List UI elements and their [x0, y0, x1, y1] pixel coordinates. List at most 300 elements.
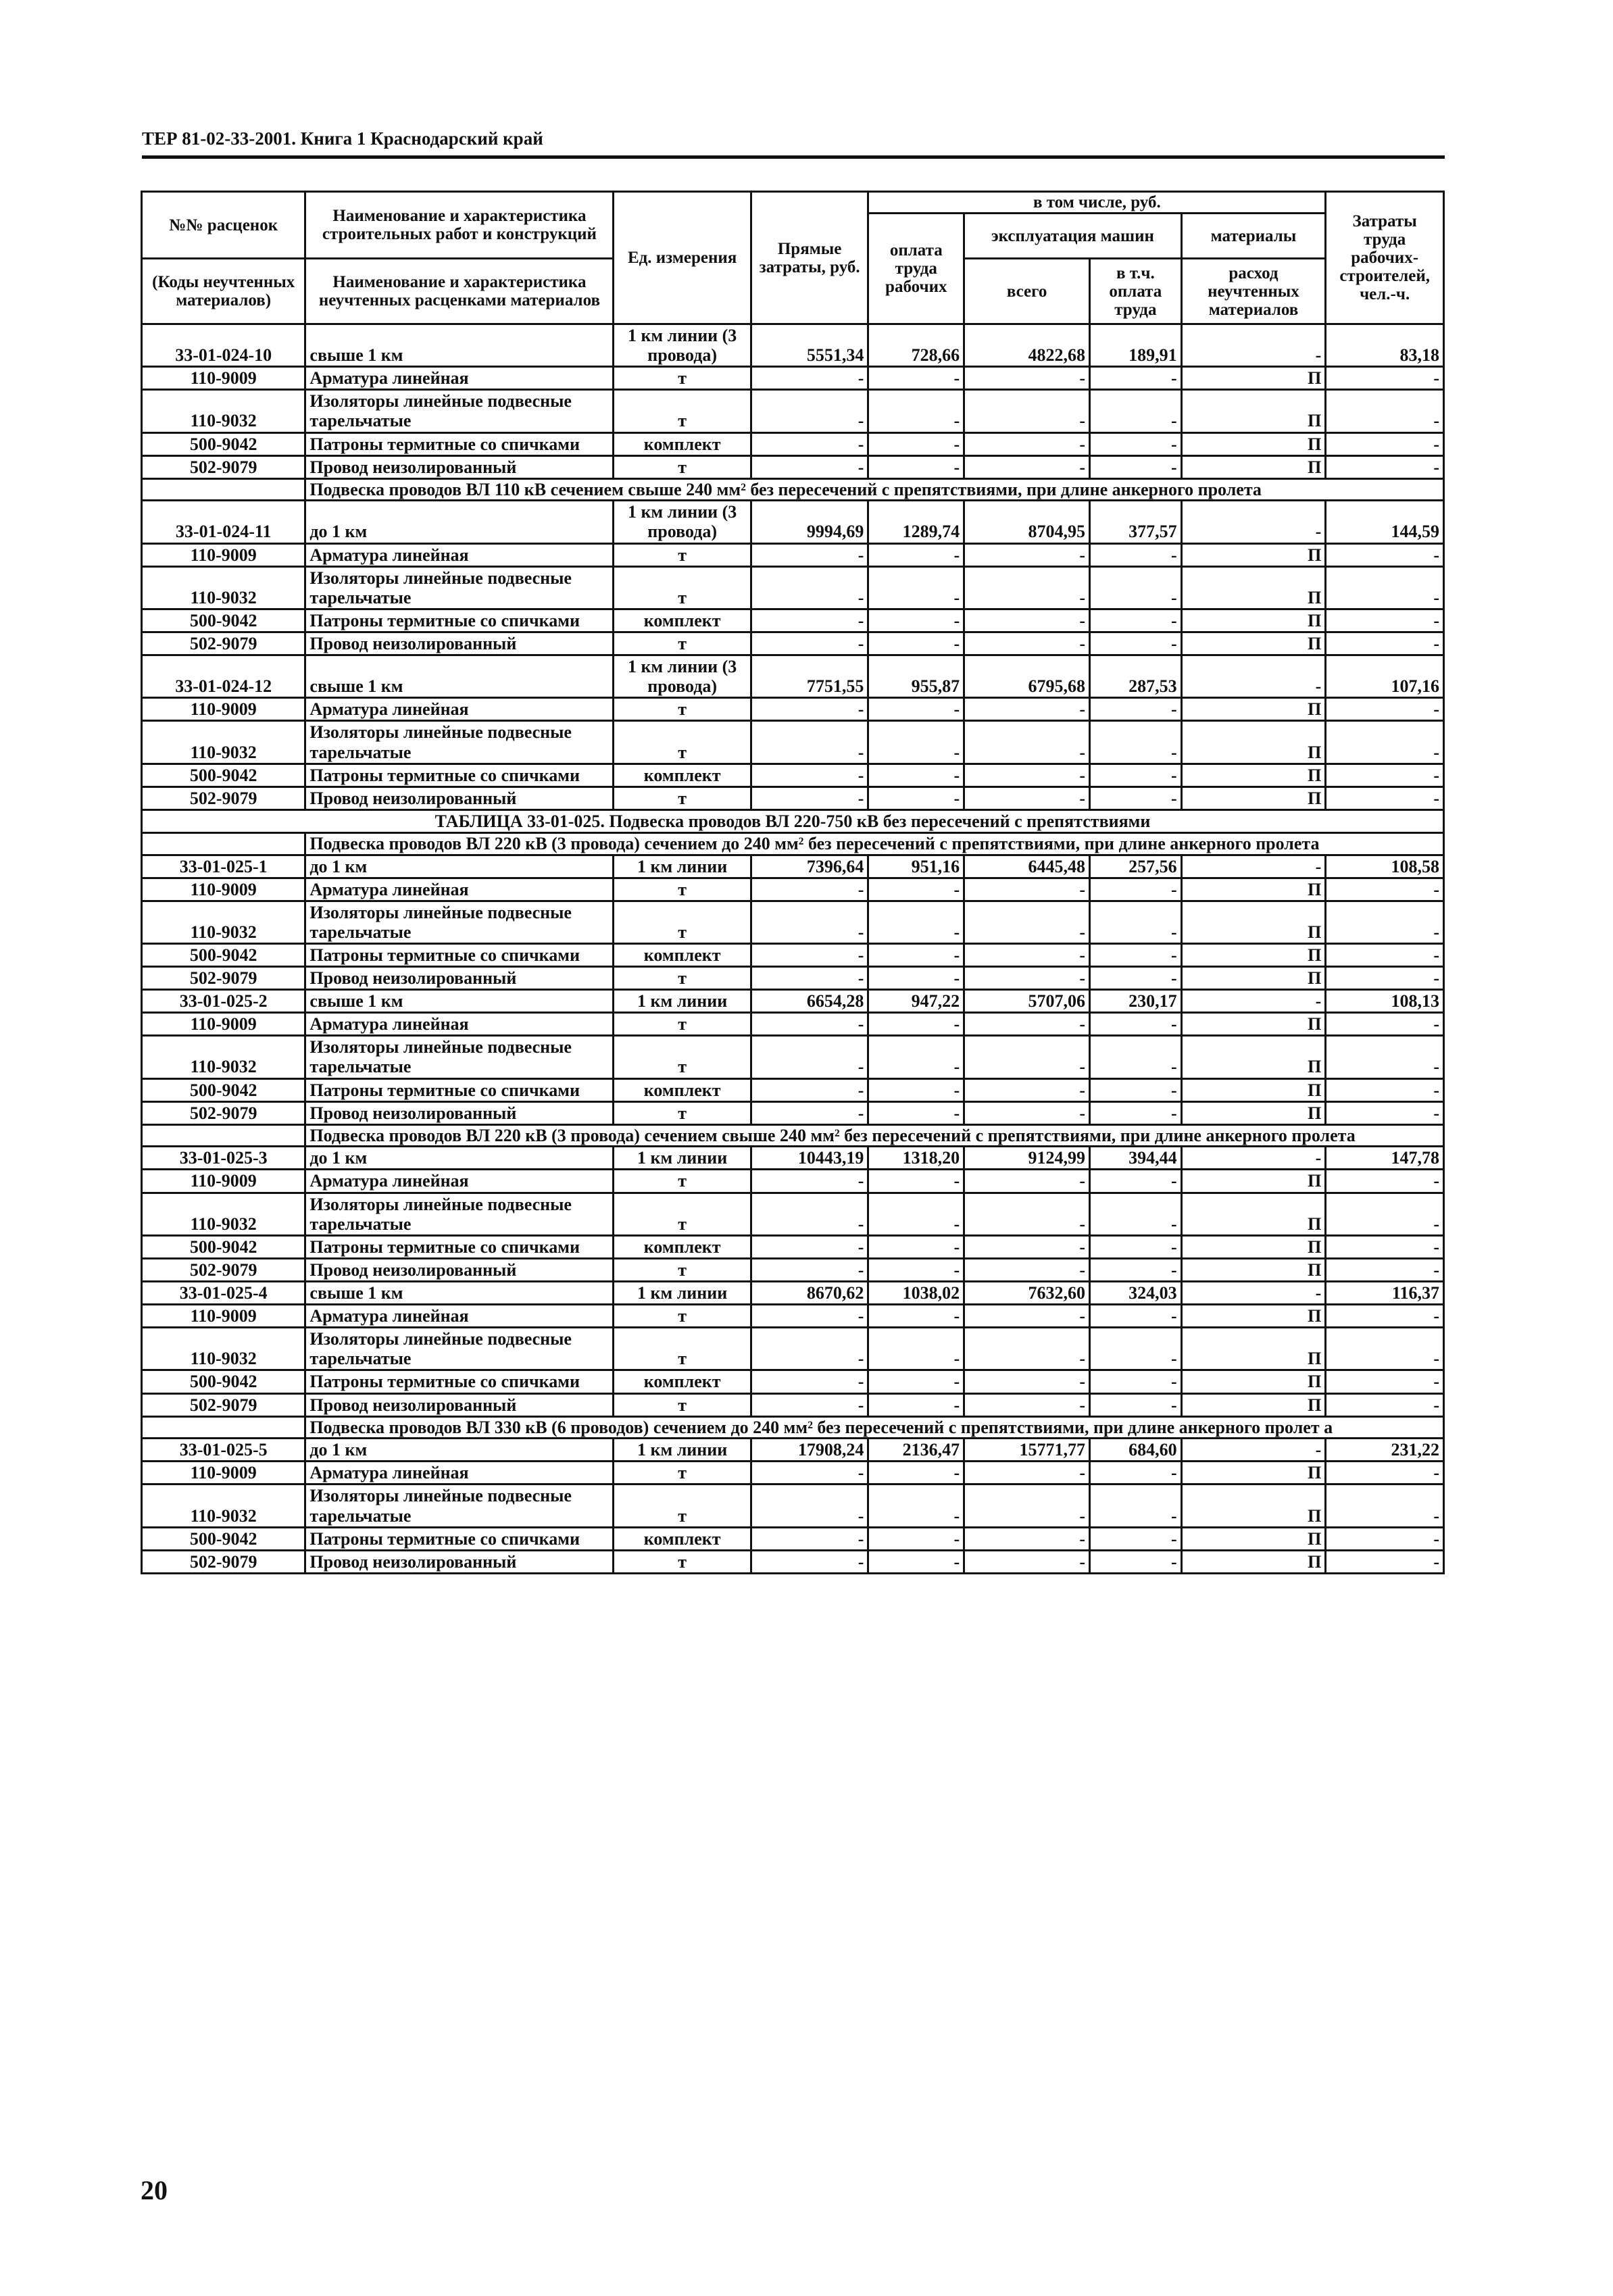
header-labor-cost: Затраты труда рабочих-строителей, чел.-ч. [1326, 192, 1444, 324]
rate-row [142, 1147, 1444, 1170]
material-machine-labor: - [1090, 1370, 1182, 1393]
material-unit: т [614, 1484, 751, 1527]
material-labor-pay: - [868, 1370, 964, 1393]
page-header-title: ТЕР 81-02-33-2001. Книга 1 Краснодарский край [142, 128, 543, 149]
material-direct-costs: - [751, 455, 868, 478]
rate-materials: - [1181, 1439, 1326, 1462]
material-direct-costs: - [751, 1527, 868, 1550]
material-machine-total: - [964, 1078, 1090, 1101]
material-labor-cost: - [1326, 1305, 1444, 1328]
material-direct-costs: - [751, 367, 868, 390]
material-direct-costs: - [751, 698, 868, 721]
rate-materials: - [1181, 324, 1326, 367]
material-code: 502-9079 [142, 632, 305, 655]
material-machine-labor: - [1090, 901, 1182, 943]
rate-labor-cost: 108,58 [1326, 855, 1444, 878]
material-machine-total: - [964, 878, 1090, 901]
material-direct-costs: - [751, 1550, 868, 1573]
material-consumption: П [1181, 1328, 1326, 1370]
material-unit: т [614, 566, 751, 609]
material-name: Провод неизолированный [305, 1550, 614, 1573]
material-labor-cost: - [1326, 543, 1444, 566]
material-consumption: П [1181, 1170, 1326, 1193]
material-machine-total: - [964, 1370, 1090, 1393]
material-direct-costs: - [751, 1036, 868, 1078]
material-unit: т [614, 967, 751, 990]
material-machine-total: - [964, 1527, 1090, 1550]
material-name: Изоляторы линейные подвесные тарельчатые [305, 721, 614, 764]
rate-machine-labor: 189,91 [1090, 324, 1182, 367]
material-code: 500-9042 [142, 1527, 305, 1550]
material-direct-costs: - [751, 1328, 868, 1370]
rate-materials: - [1181, 655, 1326, 698]
material-labor-cost: - [1326, 698, 1444, 721]
rate-row [142, 324, 1444, 367]
rate-direct-costs: 17908,24 [751, 1439, 868, 1462]
material-unit: т [614, 543, 751, 566]
rate-labor-cost: 108,13 [1326, 990, 1444, 1013]
material-labor-cost: - [1326, 609, 1444, 632]
material-machine-labor: - [1090, 609, 1182, 632]
material-machine-total: - [964, 1305, 1090, 1328]
rate-code: 33-01-025-4 [142, 1282, 305, 1305]
material-machine-total: - [964, 390, 1090, 432]
material-machine-total: - [964, 1193, 1090, 1235]
material-labor-cost: - [1326, 1036, 1444, 1078]
material-row [142, 543, 1444, 566]
material-code: 502-9079 [142, 1550, 305, 1573]
material-consumption: П [1181, 1258, 1326, 1281]
material-code: 110-9032 [142, 901, 305, 943]
rate-name: до 1 км [305, 855, 614, 878]
material-machine-labor: - [1090, 1013, 1182, 1036]
material-machine-labor: - [1090, 967, 1182, 990]
rate-labor-pay: 1289,74 [868, 501, 964, 543]
material-consumption: П [1181, 1305, 1326, 1328]
material-labor-cost: - [1326, 1013, 1444, 1036]
material-labor-cost: - [1326, 455, 1444, 478]
table-title: ТАБЛИЦА 33-01-025. Подвеска проводов ВЛ 220-750 кВ без пересечений с препятствиями [142, 809, 1444, 832]
material-machine-labor: - [1090, 566, 1182, 609]
material-labor-cost: - [1326, 1193, 1444, 1235]
table-body [142, 324, 1444, 1574]
material-code: 500-9042 [142, 764, 305, 787]
material-labor-cost: - [1326, 1393, 1444, 1416]
material-name: Изоляторы линейные подвесные тарельчатые [305, 390, 614, 432]
rate-code: 33-01-024-12 [142, 655, 305, 698]
material-machine-labor: - [1090, 432, 1182, 455]
material-row [142, 566, 1444, 609]
rate-machine-total: 5707,06 [964, 990, 1090, 1013]
material-unit: т [614, 1550, 751, 1573]
material-code: 110-9032 [142, 721, 305, 764]
material-row [142, 1258, 1444, 1281]
material-labor-pay: - [868, 1101, 964, 1124]
material-machine-total: - [964, 432, 1090, 455]
rate-code: 33-01-025-3 [142, 1147, 305, 1170]
material-labor-cost: - [1326, 1078, 1444, 1101]
section-empty-cell [142, 1124, 305, 1147]
material-unit: комплект [614, 1370, 751, 1393]
material-machine-total: - [964, 967, 1090, 990]
material-unit: т [614, 1170, 751, 1193]
material-unit: т [614, 390, 751, 432]
material-name: Изоляторы линейные подвесные тарельчатые [305, 1193, 614, 1235]
rate-labor-cost: 107,16 [1326, 655, 1444, 698]
rate-code: 33-01-025-5 [142, 1439, 305, 1462]
material-row [142, 1036, 1444, 1078]
rate-row [142, 501, 1444, 543]
material-machine-labor: - [1090, 390, 1182, 432]
material-labor-cost: - [1326, 1527, 1444, 1550]
material-labor-pay: - [868, 543, 964, 566]
header-unit: Ед. измерения [614, 192, 751, 324]
material-machine-total: - [964, 1484, 1090, 1527]
section-row [142, 1124, 1444, 1147]
rate-materials: - [1181, 855, 1326, 878]
material-labor-cost: - [1326, 878, 1444, 901]
material-unit: т [614, 1328, 751, 1370]
material-direct-costs: - [751, 1393, 868, 1416]
rate-labor-pay: 728,66 [868, 324, 964, 367]
material-machine-labor: - [1090, 1235, 1182, 1258]
rate-labor-pay: 951,16 [868, 855, 964, 878]
material-direct-costs: - [751, 721, 868, 764]
material-direct-costs: - [751, 1193, 868, 1235]
rate-unit: 1 км линии [614, 990, 751, 1013]
material-unit: комплект [614, 1078, 751, 1101]
section-empty-cell [142, 478, 305, 501]
material-machine-total: - [964, 1235, 1090, 1258]
material-machine-labor: - [1090, 1484, 1182, 1527]
rate-row [142, 855, 1444, 878]
material-labor-pay: - [868, 943, 964, 966]
material-labor-pay: - [868, 1170, 964, 1193]
material-row [142, 698, 1444, 721]
rate-machine-labor: 287,53 [1090, 655, 1182, 698]
material-machine-total: - [964, 764, 1090, 787]
material-direct-costs: - [751, 609, 868, 632]
material-consumption: П [1181, 432, 1326, 455]
material-unit: т [614, 1258, 751, 1281]
material-unit: т [614, 1462, 751, 1484]
material-unit: комплект [614, 764, 751, 787]
rate-unit: 1 км линии (3 провода) [614, 655, 751, 698]
material-labor-pay: - [868, 390, 964, 432]
material-direct-costs: - [751, 878, 868, 901]
material-labor-cost: - [1326, 967, 1444, 990]
material-code: 500-9042 [142, 432, 305, 455]
material-machine-total: - [964, 455, 1090, 478]
material-machine-total: - [964, 1393, 1090, 1416]
header-name-bottom: Наименование и характеристика неучтенных расценками материалов [305, 259, 614, 324]
rate-labor-pay: 1038,02 [868, 1282, 964, 1305]
material-consumption: П [1181, 943, 1326, 966]
material-row [142, 1305, 1444, 1328]
material-name: Провод неизолированный [305, 967, 614, 990]
material-labor-cost: - [1326, 566, 1444, 609]
material-unit: т [614, 721, 751, 764]
rate-machine-total: 7632,60 [964, 1282, 1090, 1305]
section-title: Подвеска проводов ВЛ 220 кВ (3 провода) сечением свыше 240 мм² без пересечений с препятствиями, при длине анкерного пролета [305, 1124, 1444, 1147]
material-consumption: П [1181, 1193, 1326, 1235]
rate-name: свыше 1 км [305, 655, 614, 698]
material-direct-costs: - [751, 1101, 868, 1124]
material-name: Изоляторы линейные подвесные тарельчатые [305, 1328, 614, 1370]
header-materials: материалы [1181, 214, 1326, 259]
section-title: Подвеска проводов ВЛ 110 кВ сечением свыше 240 мм² без пересечений с препятствиями, при длине анкерного пролета [305, 478, 1444, 501]
section-title: Подвеска проводов ВЛ 330 кВ (6 проводов) сечением до 240 мм² без пересечений с препятствиями, при длине анкерного пролет а [305, 1416, 1444, 1439]
rate-materials: - [1181, 990, 1326, 1013]
material-labor-cost: - [1326, 1170, 1444, 1193]
rates-table-container [141, 191, 1445, 1574]
rate-labor-cost: 116,37 [1326, 1282, 1444, 1305]
material-code: 110-9009 [142, 367, 305, 390]
header-code-bottom: (Коды неучтенных материалов) [142, 259, 305, 324]
material-machine-total: - [964, 901, 1090, 943]
material-consumption: П [1181, 566, 1326, 609]
material-unit: комплект [614, 1235, 751, 1258]
material-labor-cost: - [1326, 901, 1444, 943]
material-labor-pay: - [868, 1013, 964, 1036]
material-row [142, 1328, 1444, 1370]
rate-unit: 1 км линии [614, 1282, 751, 1305]
material-machine-labor: - [1090, 1550, 1182, 1573]
material-unit: комплект [614, 943, 751, 966]
material-consumption: П [1181, 1013, 1326, 1036]
material-labor-cost: - [1326, 390, 1444, 432]
material-direct-costs: - [751, 943, 868, 966]
header-machine-labor: в т.ч. оплата труда [1090, 259, 1182, 324]
header-name-top: Наименование и характеристика строительных работ и конструкций [305, 192, 614, 259]
header-materials-sub: расход неучтенных материалов [1181, 259, 1326, 324]
rate-direct-costs: 9994,69 [751, 501, 868, 543]
material-unit: комплект [614, 432, 751, 455]
rate-row [142, 655, 1444, 698]
material-unit: т [614, 1013, 751, 1036]
rate-machine-total: 8704,95 [964, 501, 1090, 543]
material-name: Патроны термитные со спичками [305, 432, 614, 455]
rate-unit: 1 км линии [614, 1439, 751, 1462]
rates-table [141, 191, 1445, 1574]
material-consumption: П [1181, 1370, 1326, 1393]
material-code: 110-9009 [142, 1305, 305, 1328]
rate-machine-total: 6795,68 [964, 655, 1090, 698]
material-row [142, 943, 1444, 966]
material-row [142, 721, 1444, 764]
material-machine-labor: - [1090, 878, 1182, 901]
material-name: Изоляторы линейные подвесные тарельчатые [305, 566, 614, 609]
rate-row [142, 1439, 1444, 1462]
material-code: 500-9042 [142, 1078, 305, 1101]
material-name: Арматура линейная [305, 1305, 614, 1328]
material-unit: комплект [614, 1527, 751, 1550]
material-machine-labor: - [1090, 1328, 1182, 1370]
material-consumption: П [1181, 1462, 1326, 1484]
material-unit: т [614, 632, 751, 655]
material-machine-labor: - [1090, 1527, 1182, 1550]
material-name: Патроны термитные со спичками [305, 1235, 614, 1258]
material-unit: т [614, 698, 751, 721]
page-number: 20 [141, 2175, 168, 2205]
material-machine-total: - [964, 1170, 1090, 1193]
material-direct-costs: - [751, 1370, 868, 1393]
material-code: 502-9079 [142, 1258, 305, 1281]
material-machine-total: - [964, 1550, 1090, 1573]
material-unit: т [614, 1193, 751, 1235]
rate-name: до 1 км [305, 501, 614, 543]
rate-labor-cost: 144,59 [1326, 501, 1444, 543]
material-name: Патроны термитные со спичками [305, 764, 614, 787]
material-code: 110-9032 [142, 390, 305, 432]
material-machine-labor: - [1090, 943, 1182, 966]
material-machine-total: - [964, 609, 1090, 632]
material-machine-total: - [964, 787, 1090, 809]
material-code: 110-9009 [142, 1170, 305, 1193]
rate-machine-total: 15771,77 [964, 1439, 1090, 1462]
material-labor-pay: - [868, 1393, 964, 1416]
material-machine-labor: - [1090, 1170, 1182, 1193]
material-name: Провод неизолированный [305, 632, 614, 655]
material-row [142, 1462, 1444, 1484]
material-labor-pay: - [868, 698, 964, 721]
material-code: 502-9079 [142, 787, 305, 809]
table-head [142, 192, 1444, 324]
material-code: 110-9032 [142, 1193, 305, 1235]
material-labor-cost: - [1326, 943, 1444, 966]
material-machine-labor: - [1090, 1305, 1182, 1328]
rate-labor-pay: 955,87 [868, 655, 964, 698]
rate-name: свыше 1 км [305, 324, 614, 367]
rate-unit: 1 км линии [614, 1147, 751, 1170]
material-consumption: П [1181, 455, 1326, 478]
material-machine-labor: - [1090, 1101, 1182, 1124]
material-direct-costs: - [751, 1462, 868, 1484]
material-name: Изоляторы линейные подвесные тарельчатые [305, 1036, 614, 1078]
material-machine-total: - [964, 1101, 1090, 1124]
material-row [142, 1193, 1444, 1235]
material-labor-pay: - [868, 1305, 964, 1328]
material-machine-total: - [964, 543, 1090, 566]
material-machine-labor: - [1090, 1258, 1182, 1281]
material-machine-total: - [964, 367, 1090, 390]
rate-name: до 1 км [305, 1147, 614, 1170]
material-code: 502-9079 [142, 1101, 305, 1124]
rate-labor-pay: 947,22 [868, 990, 964, 1013]
material-machine-total: - [964, 943, 1090, 966]
material-machine-labor: - [1090, 1078, 1182, 1101]
material-code: 500-9042 [142, 1370, 305, 1393]
material-consumption: П [1181, 1550, 1326, 1573]
material-labor-pay: - [868, 787, 964, 809]
rate-labor-cost: 147,78 [1326, 1147, 1444, 1170]
material-consumption: П [1181, 1393, 1326, 1416]
material-row [142, 878, 1444, 901]
material-machine-total: - [964, 632, 1090, 655]
rate-unit: 1 км линии (3 провода) [614, 501, 751, 543]
table-head-row [142, 192, 1444, 214]
material-name: Патроны термитные со спичками [305, 1078, 614, 1101]
material-labor-pay: - [868, 1036, 964, 1078]
material-consumption: П [1181, 609, 1326, 632]
rate-name: до 1 км [305, 1439, 614, 1462]
material-name: Провод неизолированный [305, 1101, 614, 1124]
material-machine-total: - [964, 721, 1090, 764]
material-consumption: П [1181, 787, 1326, 809]
rate-unit: 1 км линии (3 провода) [614, 324, 751, 367]
material-machine-labor: - [1090, 367, 1182, 390]
material-name: Арматура линейная [305, 1462, 614, 1484]
material-labor-pay: - [868, 1193, 964, 1235]
rate-code: 33-01-024-11 [142, 501, 305, 543]
material-row [142, 432, 1444, 455]
material-machine-labor: - [1090, 698, 1182, 721]
rate-direct-costs: 6654,28 [751, 990, 868, 1013]
material-unit: т [614, 1305, 751, 1328]
section-title: Подвеска проводов ВЛ 220 кВ (3 провода) сечением до 240 мм² без пересечений с препятствиями, при длине анкерного пролета [305, 832, 1444, 855]
material-name: Патроны термитные со спичками [305, 1370, 614, 1393]
material-code: 502-9079 [142, 967, 305, 990]
material-direct-costs: - [751, 1305, 868, 1328]
material-row [142, 1550, 1444, 1573]
material-direct-costs: - [751, 543, 868, 566]
material-machine-total: - [964, 1328, 1090, 1370]
material-labor-cost: - [1326, 1484, 1444, 1527]
material-name: Провод неизолированный [305, 455, 614, 478]
rate-machine-total: 4822,68 [964, 324, 1090, 367]
material-labor-pay: - [868, 1550, 964, 1573]
rate-name: свыше 1 км [305, 1282, 614, 1305]
rate-labor-cost: 231,22 [1326, 1439, 1444, 1462]
rate-direct-costs: 5551,34 [751, 324, 868, 367]
material-labor-pay: - [868, 432, 964, 455]
header-labor-pay: оплата труда рабочих [868, 214, 964, 324]
material-name: Арматура линейная [305, 698, 614, 721]
material-consumption: П [1181, 1078, 1326, 1101]
table-title-row [142, 809, 1444, 832]
material-name: Изоляторы линейные подвесные тарельчатые [305, 901, 614, 943]
material-machine-total: - [964, 1013, 1090, 1036]
material-row [142, 632, 1444, 655]
material-labor-cost: - [1326, 1328, 1444, 1370]
material-machine-labor: - [1090, 455, 1182, 478]
material-code: 110-9032 [142, 1484, 305, 1527]
material-code: 110-9009 [142, 878, 305, 901]
rate-materials: - [1181, 1282, 1326, 1305]
material-name: Арматура линейная [305, 878, 614, 901]
header-incl: в том числе, руб. [868, 192, 1326, 214]
material-consumption: П [1181, 721, 1326, 764]
material-machine-labor: - [1090, 764, 1182, 787]
material-row [142, 609, 1444, 632]
material-direct-costs: - [751, 967, 868, 990]
material-code: 500-9042 [142, 1235, 305, 1258]
rate-labor-pay: 2136,47 [868, 1439, 964, 1462]
material-row [142, 367, 1444, 390]
rate-machine-labor: 394,44 [1090, 1147, 1182, 1170]
material-consumption: П [1181, 901, 1326, 943]
rate-name: свыше 1 км [305, 990, 614, 1013]
material-row [142, 390, 1444, 432]
material-code: 110-9009 [142, 1013, 305, 1036]
material-labor-cost: - [1326, 1370, 1444, 1393]
material-unit: т [614, 1101, 751, 1124]
material-row [142, 1078, 1444, 1101]
material-direct-costs: - [751, 1235, 868, 1258]
material-consumption: П [1181, 878, 1326, 901]
material-labor-pay: - [868, 1235, 964, 1258]
material-name: Провод неизолированный [305, 1393, 614, 1416]
